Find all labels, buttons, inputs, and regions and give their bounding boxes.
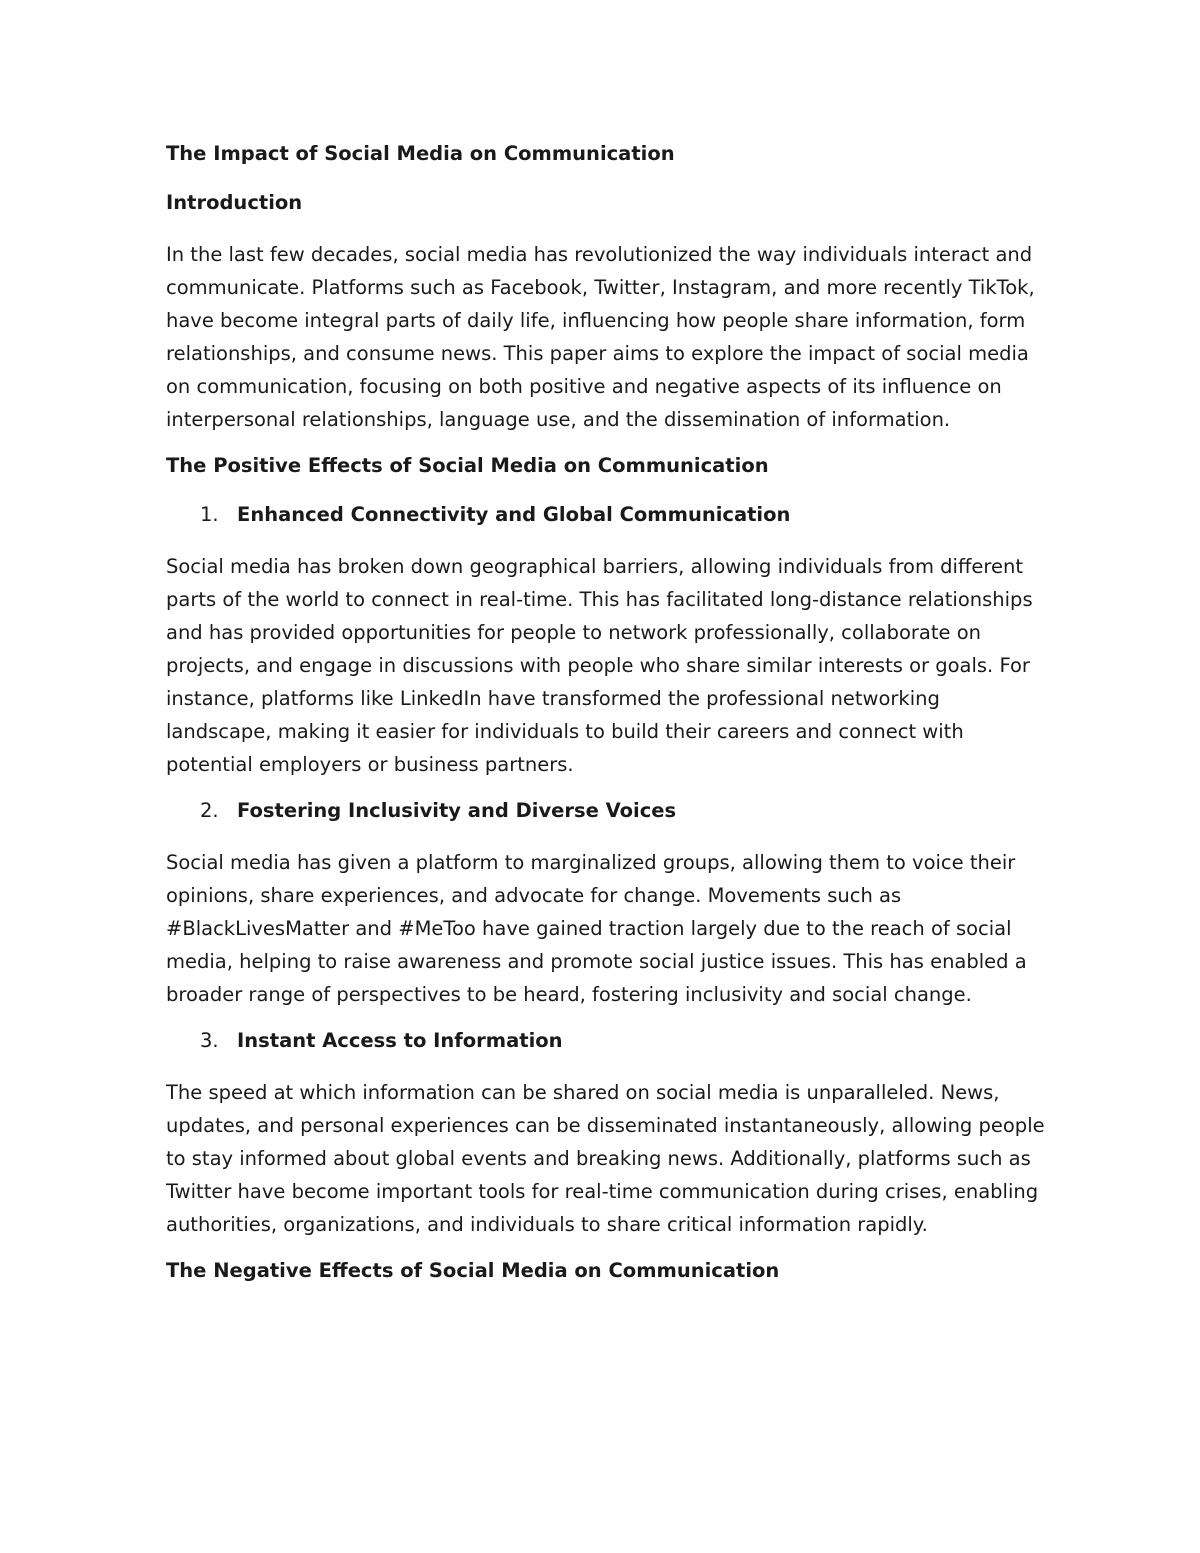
list-item-3 (166, 1027, 1046, 1054)
list-item-paragraph: Social media has broken down geographical barriers, allowing individuals from different parts of the world to connect in real-time. This has facilitated long-distance relationships and has provided opportunities for people to network professionally, collaborate on projects, and engage in discussions with people who share similar interests or goals. For instance, platforms like LinkedIn have transformed the professional networking landscape, making it easier for individuals to build their careers and connect with potential employers or business partners. (166, 555, 1033, 776)
list-item-title: Instant Access to Information (237, 1029, 563, 1052)
list-number: 3. (200, 1029, 219, 1052)
negative-effects-heading: The Negative Effects of Social Media on Communication (166, 1259, 780, 1282)
list-number: 1. (200, 503, 219, 526)
document-body (166, 140, 1046, 1284)
list-item-2 (166, 797, 1046, 824)
list-item-title: Fostering Inclusivity and Diverse Voices (237, 799, 677, 822)
list-item-paragraph: Social media has given a platform to marginalized groups, allowing them to voice their opinions, share experiences, and advocate for change. Movements such as #BlackLivesMatter and #MeToo have gained traction largely due to the reach of social media, helping to raise awareness and promote social justice issues. This has enabled a broader range of perspectives to be heard, fostering inclusivity and social change. (166, 851, 1027, 1006)
list-item-paragraph: The speed at which information can be shared on social media is unparalleled. News, updates, and personal experiences can be disseminated instantaneously, allowing people to stay informed about global events and breaking news. Additionally, platforms such as Twitter have become important tools for real-time communication during crises, enabling authorities, organizations, and individuals to share critical information rapidly. (166, 1081, 1045, 1236)
document-title: The Impact of Social Media on Communication (166, 142, 675, 165)
intro-heading: Introduction (166, 191, 303, 214)
list-item-title: Enhanced Connectivity and Global Communication (237, 503, 791, 526)
intro-paragraph: In the last few decades, social media has revolutionized the way individuals interact and communicate. Platforms such as Facebook, Twitter, Instagram, and more recently TikTok, have become integral parts of daily life, influencing how people share information, form relationships, and consume news. This paper aims to explore the impact of social media on communication, focusing on both positive and negative aspects of its influence on interpersonal relationships, language use, and the dissemination of information. (166, 243, 1035, 431)
list-number: 2. (200, 799, 219, 822)
positive-effects-heading: The Positive Effects of Social Media on Communication (166, 454, 769, 477)
list-item-1 (166, 501, 1046, 528)
